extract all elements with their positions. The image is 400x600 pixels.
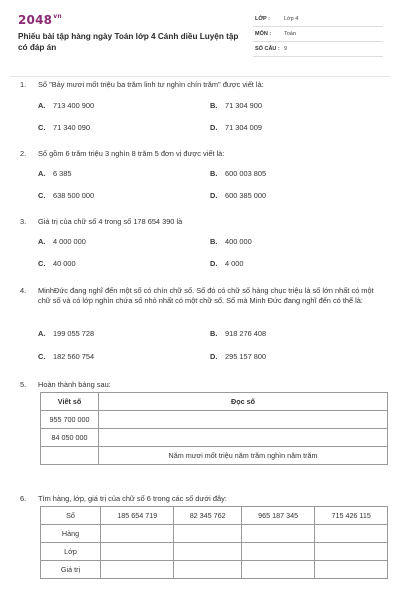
answer-cell[interactable] (99, 411, 388, 429)
table-row (41, 543, 388, 561)
answer-cell[interactable] (174, 561, 241, 579)
table-row (41, 447, 388, 465)
answer-cell[interactable] (241, 543, 314, 561)
question-text: MinhĐức đang nghĩ đến một số có chín chữ số. Số đó có chữ số hàng chục triệu là số lớn nhất có một chữ số và có lớp nghìn chứa số nhỏ nhất có một chữ số. Số mà Minh Đức đang nghĩ đến có thể là: (38, 286, 374, 305)
question-number: 3. (20, 217, 27, 226)
meta-subject-value: Toán (284, 31, 296, 37)
question-number: 4. (20, 286, 27, 295)
meta-grade-value: Lớp 4 (284, 16, 299, 22)
answer-cell[interactable] (174, 543, 241, 561)
table-digit-six (40, 506, 388, 579)
question-text: Giá trị của chữ số 4 trong số 178 654 390 là (38, 217, 183, 226)
answer-cell[interactable] (41, 447, 99, 465)
question-text: Hoàn thành bảng sau: (38, 380, 111, 389)
answer-cell[interactable] (101, 561, 174, 579)
question-number: 6. (20, 494, 27, 503)
table-header-cell: 965 187 345 (241, 507, 314, 525)
table-row (41, 525, 388, 543)
answer-cell[interactable] (241, 561, 314, 579)
question-number: 2. (20, 149, 27, 158)
answer-cell[interactable] (315, 543, 388, 561)
row-label: Lớp (41, 543, 101, 561)
table-row (41, 429, 388, 447)
answer-cell[interactable] (174, 525, 241, 543)
meta-count-label: SỐ CÂU : (255, 46, 280, 52)
question-number: 1. (20, 80, 27, 89)
row-label: Hàng (41, 525, 101, 543)
table-header-cell: Số (41, 507, 101, 525)
answer-cell[interactable] (241, 525, 314, 543)
table-cell: Năm mươi mốt triệu năm trăm nghìn năm trăm (99, 447, 388, 465)
header-divider (10, 76, 390, 77)
table-header-cell: Viết số (41, 393, 99, 411)
table-cell: 955 700 000 (41, 411, 99, 429)
answer-cell[interactable] (101, 525, 174, 543)
meta-grade (253, 14, 383, 27)
worksheet-title: Phiếu bài tập hàng ngày Toán lớp 4 Cánh diều Luyện tập có đáp án (18, 32, 239, 52)
answer-cell[interactable] (315, 525, 388, 543)
table-header-cell: 715 426 115 (315, 507, 388, 525)
table-row (41, 411, 388, 429)
table-write-read-numbers (40, 392, 388, 465)
question-text: Số gồm 6 trăm triệu 3 nghìn 8 trăm 5 đơn vị được viết là: (38, 149, 225, 158)
site-logo[interactable]: $2048^{vn}$ (18, 13, 62, 27)
row-label: Giá trị (41, 561, 101, 579)
answer-cell[interactable] (101, 543, 174, 561)
table-header-cell: 82 345 762 (174, 507, 241, 525)
table-header-row (41, 507, 388, 525)
table-header-cell: 185 654 719 (101, 507, 174, 525)
meta-count-value: 9 (284, 46, 288, 52)
question-text: Số "Bảy mươi mốt triệu ba trăm linh tư nghìn chín trăm" được viết là: (38, 80, 264, 89)
question-number: 5. (20, 380, 27, 389)
table-row (41, 561, 388, 579)
answer-cell[interactable] (99, 429, 388, 447)
meta-subject-label: MÔN : (255, 31, 272, 37)
question-text: Tìm hàng, lớp, giá trị của chữ số 6 trong các số dưới đây: (38, 494, 227, 503)
answer-cell[interactable] (315, 561, 388, 579)
table-cell: 84 050 000 (41, 429, 99, 447)
table-header-row (41, 393, 388, 411)
meta-question-count (253, 44, 383, 57)
meta-grade-label: LỚP : (255, 16, 270, 22)
worksheet-header (0, 0, 400, 72)
table-header-cell: Đọc số (99, 393, 388, 411)
meta-subject (253, 29, 383, 42)
